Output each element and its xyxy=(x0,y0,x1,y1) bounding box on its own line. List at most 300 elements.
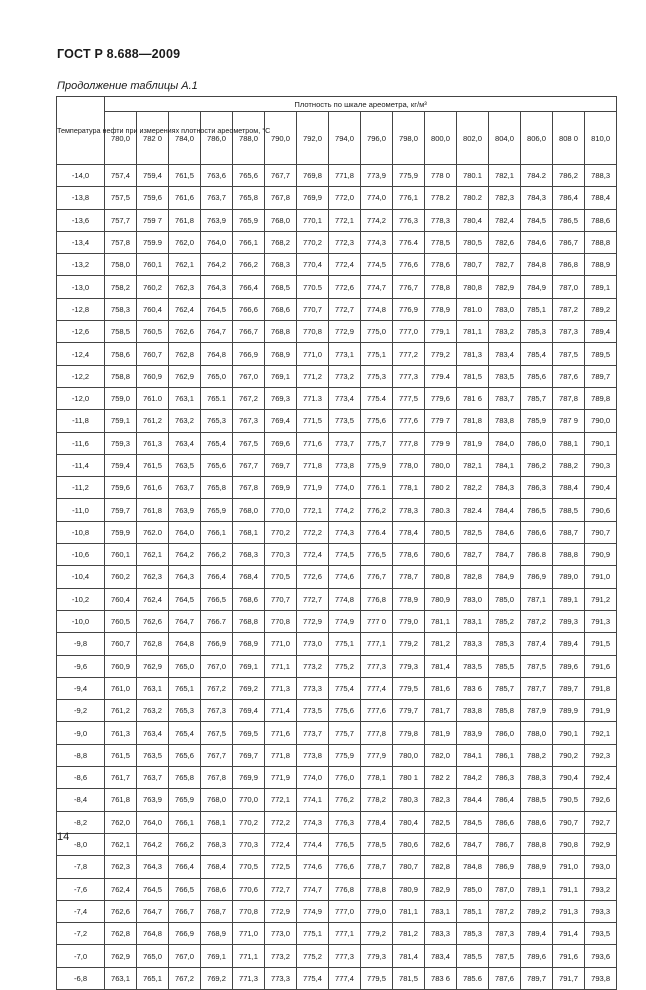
density-cell: 765,6 xyxy=(169,744,201,766)
density-cell: 771,4 xyxy=(265,700,297,722)
density-cell: 792,1 xyxy=(585,722,617,744)
density-cell: 782,3 xyxy=(489,187,521,209)
table-row xyxy=(57,900,617,922)
density-cell: 777,1 xyxy=(361,633,393,655)
density-cell: 789,3 xyxy=(553,610,585,632)
temperature-cell: -11,6 xyxy=(57,432,105,454)
density-cell: 758,8 xyxy=(105,365,137,387)
density-cell: 791,3 xyxy=(553,900,585,922)
density-cell: 758,3 xyxy=(105,298,137,320)
density-cell: 783,3 xyxy=(425,923,457,945)
density-cell: 762,4 xyxy=(169,298,201,320)
temperature-cell: -12,4 xyxy=(57,343,105,365)
density-cell: 768,9 xyxy=(201,923,233,945)
density-cell: 793,0 xyxy=(585,856,617,878)
temperature-cell: -14,0 xyxy=(57,165,105,187)
density-cell: 787,4 xyxy=(521,633,553,655)
density-column-header: 802,0 xyxy=(457,112,489,165)
density-cell: 785,1 xyxy=(457,900,489,922)
density-cell: 766,6 xyxy=(233,298,265,320)
density-cell: 761,5 xyxy=(137,454,169,476)
table-row xyxy=(57,387,617,409)
density-cell: 761,3 xyxy=(137,432,169,454)
density-cell: 767,7 xyxy=(233,454,265,476)
density-cell: 771,5 xyxy=(297,410,329,432)
density-cell: 773,3 xyxy=(265,967,297,989)
density-cell: 783,3 xyxy=(457,633,489,655)
density-cell: 777 0 xyxy=(361,610,393,632)
density-cell: 771,6 xyxy=(265,722,297,744)
density-cell: 785,1 xyxy=(521,298,553,320)
table-row xyxy=(57,856,617,878)
density-cell: 786,6 xyxy=(521,521,553,543)
density-cell: 783,7 xyxy=(489,387,521,409)
density-cell: 775,6 xyxy=(361,410,393,432)
density-cell: 771.3 xyxy=(297,387,329,409)
density-cell: 783 6 xyxy=(457,677,489,699)
density-cell: 772,7 xyxy=(265,878,297,900)
density-cell: 780,0 xyxy=(393,744,425,766)
density-cell: 769,8 xyxy=(297,165,329,187)
density-cell: 788,5 xyxy=(521,789,553,811)
density-cell: 793,5 xyxy=(585,923,617,945)
density-cell: 782,7 xyxy=(457,544,489,566)
density-cell: 786,8 xyxy=(553,254,585,276)
density-cell: 778,5 xyxy=(425,231,457,253)
density-cell: 772,2 xyxy=(265,811,297,833)
density-cell: 765,1 xyxy=(169,677,201,699)
density-cell: 777,0 xyxy=(393,321,425,343)
density-cell: 785,0 xyxy=(489,588,521,610)
density-cell: 768,9 xyxy=(265,343,297,365)
density-cell: 768,2 xyxy=(265,231,297,253)
density-cell: 789,7 xyxy=(553,677,585,699)
density-cell: 769,4 xyxy=(265,410,297,432)
density-cell: 788,9 xyxy=(521,856,553,878)
density-cell: 786,4 xyxy=(553,187,585,209)
density-cell: 782,9 xyxy=(425,878,457,900)
density-cell: 783,4 xyxy=(425,945,457,967)
density-cell: 770,8 xyxy=(233,900,265,922)
density-cell: 787,5 xyxy=(553,343,585,365)
density-cell: 779 9 xyxy=(425,432,457,454)
density-cell: 760,5 xyxy=(105,610,137,632)
density-cell: 781,7 xyxy=(425,700,457,722)
density-cell: 788,6 xyxy=(521,811,553,833)
density-cell: 776,6 xyxy=(393,254,425,276)
density-cell: 787,3 xyxy=(489,923,521,945)
density-cell: 776,0 xyxy=(329,767,361,789)
density-cell: 772,1 xyxy=(329,209,361,231)
page-number: 14 xyxy=(57,831,70,843)
density-cell: 777,8 xyxy=(393,432,425,454)
density-cell: 771,0 xyxy=(297,343,329,365)
density-cell: 788,2 xyxy=(553,454,585,476)
density-cell: 769,9 xyxy=(233,767,265,789)
density-cell: 762,9 xyxy=(137,655,169,677)
density-cell: 775,1 xyxy=(297,923,329,945)
density-cell: 787,0 xyxy=(489,878,521,900)
density-cell: 761,0 xyxy=(105,677,137,699)
temperature-cell: -7,2 xyxy=(57,923,105,945)
density-cell: 763,5 xyxy=(169,454,201,476)
density-cell: 784,2 xyxy=(457,767,489,789)
density-cell: 790,4 xyxy=(553,767,585,789)
density-cell: 765,4 xyxy=(201,432,233,454)
density-cell: 772,6 xyxy=(297,566,329,588)
density-cell: 789,4 xyxy=(553,633,585,655)
density-cell: 772,9 xyxy=(329,321,361,343)
density-cell: 779,2 xyxy=(393,633,425,655)
density-cell: 762,0 xyxy=(105,811,137,833)
density-cell: 773,5 xyxy=(297,700,329,722)
density-cell: 778,4 xyxy=(361,811,393,833)
density-cell: 781,5 xyxy=(457,365,489,387)
density-cell: 783,9 xyxy=(457,722,489,744)
density-cell: 771,8 xyxy=(329,165,361,187)
density-cell: 766,4 xyxy=(169,856,201,878)
density-cell: 778,1 xyxy=(361,767,393,789)
density-cell: 763,2 xyxy=(137,700,169,722)
density-cell: 775,4 xyxy=(297,967,329,989)
density-cell: 788,3 xyxy=(585,165,617,187)
density-cell: 787,3 xyxy=(553,321,585,343)
density-cell: 787,7 xyxy=(521,677,553,699)
density-cell: 785,4 xyxy=(521,343,553,365)
density-cell: 760,7 xyxy=(137,343,169,365)
density-cell: 779,2 xyxy=(361,923,393,945)
density-cell: 761,8 xyxy=(169,209,201,231)
density-cell: 770,2 xyxy=(233,811,265,833)
density-cell: 762,8 xyxy=(137,633,169,655)
density-cell: 774,2 xyxy=(361,209,393,231)
density-cell: 791,6 xyxy=(585,655,617,677)
density-cell: 759,7 xyxy=(105,499,137,521)
density-cell: 768,1 xyxy=(233,521,265,543)
density-cell: 767,0 xyxy=(169,945,201,967)
density-cell: 771,6 xyxy=(297,432,329,454)
temperature-cell: -12,8 xyxy=(57,298,105,320)
document-header: ГОСТ Р 8.688—2009 xyxy=(57,47,181,61)
density-cell: 781,1 xyxy=(457,321,489,343)
density-cell: 764,2 xyxy=(137,833,169,855)
density-cell: 776,5 xyxy=(329,833,361,855)
temperature-cell: -11,0 xyxy=(57,499,105,521)
density-cell: 771,8 xyxy=(265,744,297,766)
density-cell: 789,4 xyxy=(585,321,617,343)
density-cell: 769,1 xyxy=(265,365,297,387)
density-cell: 759,4 xyxy=(137,165,169,187)
density-cell: 776,3 xyxy=(393,209,425,231)
density-cell: 779,8 xyxy=(393,722,425,744)
table-row xyxy=(57,209,617,231)
density-cell: 780,8 xyxy=(457,276,489,298)
density-cell: 767,0 xyxy=(201,655,233,677)
density-cell: 763,1 xyxy=(169,387,201,409)
density-cell: 767,3 xyxy=(201,700,233,722)
density-cell: 781,2 xyxy=(393,923,425,945)
density-cell: 782,7 xyxy=(489,254,521,276)
density-cell: 780.1 xyxy=(457,165,489,187)
density-cell: 787,6 xyxy=(489,967,521,989)
density-cell: 760,1 xyxy=(137,254,169,276)
density-cell: 762,4 xyxy=(105,878,137,900)
density-cell: 765,6 xyxy=(201,454,233,476)
density-cell: 789,6 xyxy=(521,945,553,967)
density-cell: 781,1 xyxy=(393,900,425,922)
density-cell: 759,1 xyxy=(105,410,137,432)
density-cell: 789,7 xyxy=(585,365,617,387)
density-cell: 781.0 xyxy=(457,298,489,320)
table-row xyxy=(57,610,617,632)
density-cell: 765,4 xyxy=(169,722,201,744)
density-cell: 787,2 xyxy=(553,298,585,320)
density-cell: 766,4 xyxy=(201,566,233,588)
density-cell: 773,9 xyxy=(361,165,393,187)
density-cell: 766,9 xyxy=(201,633,233,655)
temperature-cell: -9,4 xyxy=(57,677,105,699)
table-caption: Продолжение таблицы А.1 xyxy=(57,80,198,92)
density-cell: 775,0 xyxy=(361,321,393,343)
density-cell: 767,8 xyxy=(265,187,297,209)
density-cell: 769,2 xyxy=(233,677,265,699)
density-cell: 777,4 xyxy=(361,677,393,699)
table-row xyxy=(57,945,617,967)
density-cell: 770.5 xyxy=(297,276,329,298)
density-cell: 781,5 xyxy=(393,967,425,989)
density-cell: 760,7 xyxy=(105,633,137,655)
density-cell: 778,6 xyxy=(393,544,425,566)
density-cell: 779,3 xyxy=(393,655,425,677)
density-cell: 790,0 xyxy=(585,410,617,432)
temperature-cell: -8,2 xyxy=(57,811,105,833)
density-cell: 783,1 xyxy=(457,610,489,632)
density-cell: 776,2 xyxy=(329,789,361,811)
density-cell: 782,5 xyxy=(425,811,457,833)
density-cell: 771,0 xyxy=(233,923,265,945)
table-row xyxy=(57,454,617,476)
density-cell: 766,2 xyxy=(233,254,265,276)
table-row xyxy=(57,343,617,365)
density-cell: 781,4 xyxy=(393,945,425,967)
temperature-cell: -8,8 xyxy=(57,744,105,766)
density-cell: 767,8 xyxy=(201,767,233,789)
density-cell: 762,3 xyxy=(169,276,201,298)
density-cell: 772,2 xyxy=(297,521,329,543)
density-cell: 786,1 xyxy=(489,744,521,766)
density-cell: 776.1 xyxy=(361,477,393,499)
density-column-header: 786,0 xyxy=(201,112,233,165)
density-cell: 785,6 xyxy=(521,365,553,387)
density-cell: 777,9 xyxy=(361,744,393,766)
density-cell: 772,0 xyxy=(329,187,361,209)
temperature-cell: -9,6 xyxy=(57,655,105,677)
density-cell: 757,4 xyxy=(105,165,137,187)
density-cell: 778,9 xyxy=(393,588,425,610)
density-cell: 763,9 xyxy=(169,499,201,521)
density-cell: 775,7 xyxy=(329,722,361,744)
table-row xyxy=(57,231,617,253)
density-cell: 762,4 xyxy=(137,588,169,610)
density-table-body xyxy=(57,165,617,990)
temperature-cell: -7,6 xyxy=(57,878,105,900)
density-columns-header-row xyxy=(57,112,617,165)
density-cell: 780,9 xyxy=(393,878,425,900)
density-cell: 783,4 xyxy=(489,343,521,365)
density-cell: 764,3 xyxy=(137,856,169,878)
density-cell: 770,7 xyxy=(265,588,297,610)
temperature-cell: -11,4 xyxy=(57,454,105,476)
density-cell: 784,4 xyxy=(457,789,489,811)
density-cell: 770,8 xyxy=(297,321,329,343)
table-row xyxy=(57,767,617,789)
density-cell: 785,3 xyxy=(489,633,521,655)
density-cell: 786,0 xyxy=(489,722,521,744)
density-cell: 761,7 xyxy=(105,767,137,789)
density-cell: 784,9 xyxy=(489,566,521,588)
density-cell: 780,5 xyxy=(425,521,457,543)
density-cell: 779 7 xyxy=(425,410,457,432)
density-cell: 781,2 xyxy=(425,633,457,655)
density-cell: 777,6 xyxy=(393,410,425,432)
density-cell: 764,5 xyxy=(137,878,169,900)
density-column-header: 798,0 xyxy=(393,112,425,165)
density-cell: 765,9 xyxy=(169,789,201,811)
density-cell: 767,8 xyxy=(233,477,265,499)
density-cell: 768,0 xyxy=(265,209,297,231)
density-cell: 774,5 xyxy=(361,254,393,276)
density-cell: 771,1 xyxy=(265,655,297,677)
density-cell: 786,7 xyxy=(553,231,585,253)
density-cell: 789,9 xyxy=(553,700,585,722)
density-cell: 784,5 xyxy=(457,811,489,833)
density-column-header: 810,0 xyxy=(585,112,617,165)
table-row xyxy=(57,700,617,722)
density-cell: 791,4 xyxy=(553,923,585,945)
density-cell: 766,7 xyxy=(169,900,201,922)
density-cell: 764,2 xyxy=(201,254,233,276)
density-cell: 785,3 xyxy=(521,321,553,343)
density-cell: 760,2 xyxy=(137,276,169,298)
density-cell: 773,0 xyxy=(265,923,297,945)
density-cell: 771,8 xyxy=(297,454,329,476)
density-cell: 770,3 xyxy=(233,833,265,855)
density-cell: 791,7 xyxy=(553,967,585,989)
density-cell: 766.7 xyxy=(201,610,233,632)
density-cell: 769,7 xyxy=(265,454,297,476)
density-cell: 772,3 xyxy=(329,231,361,253)
density-cell: 782,6 xyxy=(489,231,521,253)
density-cell: 770,5 xyxy=(233,856,265,878)
density-cell: 778,3 xyxy=(425,209,457,231)
density-cell: 763,4 xyxy=(169,432,201,454)
density-cell: 774,9 xyxy=(297,900,329,922)
density-cell: 785.6 xyxy=(457,967,489,989)
density-cell: 775,2 xyxy=(329,655,361,677)
density-cell: 762,1 xyxy=(105,833,137,855)
density-cell: 784,1 xyxy=(457,744,489,766)
density-cell: 762,8 xyxy=(169,343,201,365)
density-cell: 769,5 xyxy=(233,722,265,744)
table-row xyxy=(57,321,617,343)
temperature-cell: -7,4 xyxy=(57,900,105,922)
density-cell: 787,2 xyxy=(489,900,521,922)
density-cell: 772,4 xyxy=(265,833,297,855)
temperature-cell: -8,0 xyxy=(57,833,105,855)
density-cell: 777,8 xyxy=(361,722,393,744)
density-cell: 774,6 xyxy=(297,856,329,878)
density-cell: 784,6 xyxy=(489,521,521,543)
density-cell: 764,0 xyxy=(201,231,233,253)
density-cell: 778 0 xyxy=(425,165,457,187)
density-table xyxy=(56,96,617,990)
density-cell: 782,8 xyxy=(457,566,489,588)
density-cell: 782,1 xyxy=(489,165,521,187)
density-cell: 791,8 xyxy=(585,677,617,699)
density-cell: 788,8 xyxy=(521,833,553,855)
density-cell: 783,8 xyxy=(489,410,521,432)
density-cell: 764,2 xyxy=(169,544,201,566)
density-cell: 786,5 xyxy=(553,209,585,231)
density-cell: 765,0 xyxy=(201,365,233,387)
density-cell: 780.2 xyxy=(457,187,489,209)
table-row xyxy=(57,298,617,320)
density-cell: 766,2 xyxy=(169,833,201,855)
temperature-cell: -9,8 xyxy=(57,633,105,655)
density-cell: 774,6 xyxy=(329,566,361,588)
density-column-header: 788,0 xyxy=(233,112,265,165)
density-cell: 778,0 xyxy=(393,454,425,476)
density-cell: 760,9 xyxy=(105,655,137,677)
density-cell: 785,9 xyxy=(521,410,553,432)
density-cell: 788,7 xyxy=(553,521,585,543)
density-cell: 778,1 xyxy=(393,477,425,499)
density-cell: 764,0 xyxy=(169,521,201,543)
density-cell: 790,3 xyxy=(585,454,617,476)
density-cell: 758,0 xyxy=(105,254,137,276)
density-cell: 778,3 xyxy=(393,499,425,521)
density-cell: 792,7 xyxy=(585,811,617,833)
temperature-cell: -12,0 xyxy=(57,387,105,409)
density-cell: 761,3 xyxy=(105,722,137,744)
table-row xyxy=(57,410,617,432)
temperature-cell: -13,8 xyxy=(57,187,105,209)
density-cell: 788,5 xyxy=(553,499,585,521)
density-cell: 768,4 xyxy=(201,856,233,878)
density-cell: 770,0 xyxy=(265,499,297,521)
density-cell: 788,8 xyxy=(585,231,617,253)
density-cell: 769,1 xyxy=(233,655,265,677)
density-cell: 784,9 xyxy=(521,276,553,298)
density-cell: 793,8 xyxy=(585,967,617,989)
density-cell: 780,6 xyxy=(393,833,425,855)
density-cell: 774,1 xyxy=(297,789,329,811)
density-cell: 776,1 xyxy=(393,187,425,209)
density-cell: 765.1 xyxy=(201,387,233,409)
density-cell: 766,1 xyxy=(201,521,233,543)
density-cell: 782,1 xyxy=(457,454,489,476)
table-row xyxy=(57,165,617,187)
density-cell: 764,5 xyxy=(169,588,201,610)
density-cell: 788,1 xyxy=(553,432,585,454)
density-cell: 780,6 xyxy=(425,544,457,566)
density-cell: 766,5 xyxy=(201,588,233,610)
density-cell: 764,7 xyxy=(137,900,169,922)
density-cell: 760,4 xyxy=(105,588,137,610)
density-cell: 780,7 xyxy=(393,856,425,878)
density-cell: 780 1 xyxy=(393,767,425,789)
density-cell: 775,4 xyxy=(329,677,361,699)
